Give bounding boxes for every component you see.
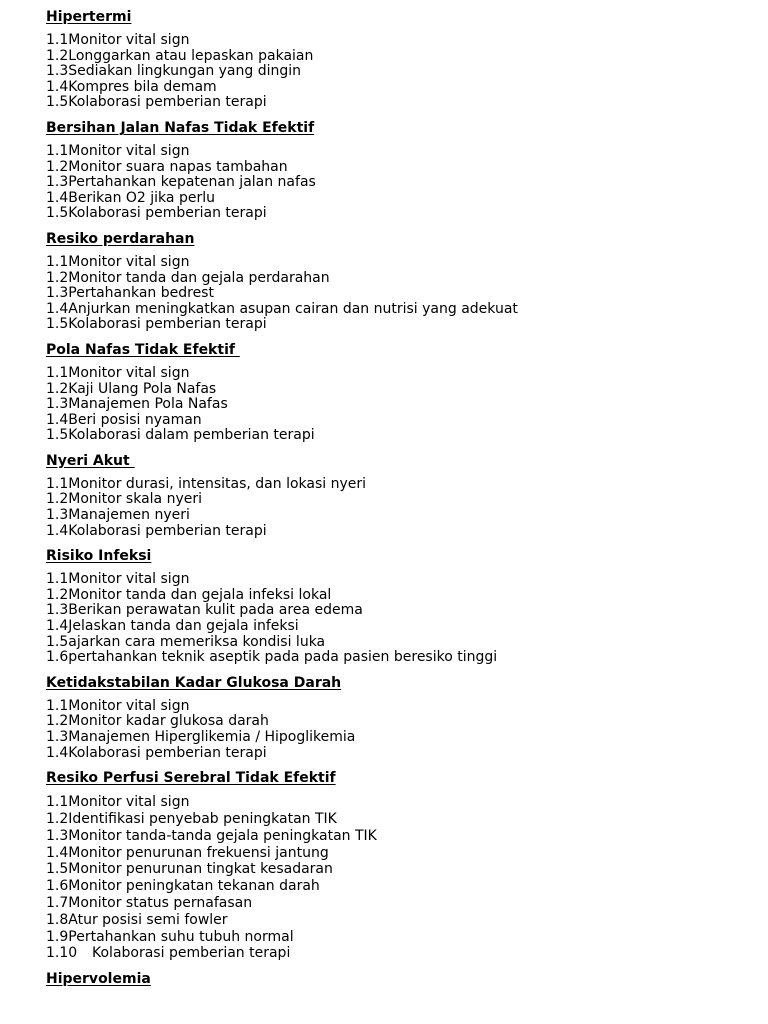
list-item (46, 746, 768, 762)
item-number: 1.2 (46, 269, 69, 286)
section-risiko-infeksi (46, 545, 768, 666)
list-item (46, 895, 768, 912)
intervention-list (46, 572, 768, 666)
intervention-list (46, 33, 768, 111)
item-text: Berikan perawatan kulit pada area edema (68, 602, 363, 619)
item-text: Monitor vital sign (68, 364, 190, 381)
list-item (46, 49, 768, 65)
list-item (46, 524, 768, 540)
item-number: 1.2 (46, 810, 69, 827)
list-item (46, 861, 768, 878)
section-nyeri-akut (46, 450, 768, 539)
item-text: Manajemen Hiperglikemia / Hipoglikemia (68, 729, 356, 745)
item-number: 1.3 (46, 507, 69, 524)
list-item (46, 730, 768, 746)
section-title: Resiko Perfusi Serebral Tidak Efektif (46, 770, 336, 787)
item-text: Monitor vital sign (68, 253, 190, 270)
section-hipertermi (46, 6, 768, 111)
list-item (46, 80, 768, 96)
item-text: pertahankan teknik aseptik pada pada pasien beresiko tinggi (68, 649, 498, 666)
item-number: 1.1 (46, 364, 69, 381)
section-title: Nyeri Akut (46, 452, 135, 469)
item-number: 1.5 (46, 94, 69, 111)
item-number: 1.9 (46, 928, 69, 945)
item-number: 1.8 (46, 911, 69, 928)
section-title: Hipertermi (46, 9, 132, 25)
item-number: 1.2 (46, 380, 69, 397)
item-number: 1.4 (46, 844, 69, 861)
item-text: Kompres bila demam (68, 78, 217, 95)
list-item (46, 714, 768, 730)
item-number: 1.2 (46, 586, 69, 603)
section-bersihan-jalan-nafas (46, 117, 768, 222)
item-text: Monitor status pernafasan (68, 894, 253, 911)
list-item (46, 603, 768, 619)
item-text: Pertahankan kepatenan jalan nafas (68, 174, 316, 191)
item-text: Monitor tanda-tanda gejala peningkatan TIK (68, 827, 377, 844)
item-text: Monitor kadar glukosa darah (68, 713, 269, 730)
item-number: 1.4 (46, 618, 69, 635)
item-number: 1.5 (46, 427, 69, 444)
section-hipervolemia (46, 968, 768, 995)
item-number: 1.1 (46, 697, 69, 714)
list-item (46, 302, 768, 318)
item-number: 1.1 (46, 794, 69, 811)
list-item (46, 508, 768, 524)
item-number: 1.1 (46, 571, 69, 588)
list-item (46, 477, 768, 493)
section-title: Bersihan Jalan Nafas Tidak Efektif (46, 119, 315, 136)
item-text: Pertahankan bedrest (68, 285, 214, 302)
item-text: Kolaborasi pemberian terapi (68, 744, 267, 761)
item-number: 1.10 (46, 945, 78, 962)
list-item (46, 492, 768, 508)
section-title: Pola Nafas Tidak Efektif (46, 341, 240, 358)
item-text: Longgarkan atau lepaskan pakaian (68, 47, 314, 64)
list-item (46, 794, 768, 811)
item-number: 1.3 (46, 729, 69, 745)
list-item (46, 929, 768, 946)
list-item (46, 650, 768, 666)
item-number: 1.4 (46, 522, 69, 539)
list-item (46, 271, 768, 287)
item-text: ajarkan cara memeriksa kondisi luka (68, 633, 326, 650)
item-number: 1.3 (46, 396, 69, 413)
section-resiko-perdarahan (46, 228, 768, 333)
list-item (46, 286, 768, 302)
item-text: Monitor penurunan frekuensi jantung (68, 844, 329, 861)
item-number: 1.4 (46, 300, 69, 317)
list-item (46, 878, 768, 895)
section-title: Resiko perdarahan (46, 230, 195, 247)
list-item (46, 366, 768, 382)
list-item (46, 397, 768, 413)
item-text: Kolaborasi pemberian terapi (68, 316, 267, 333)
item-text: Anjurkan meningkatkan asupan cairan dan nutrisi yang adekuat (68, 300, 518, 317)
intervention-list (46, 255, 768, 333)
item-text: Monitor durasi, intensitas, dan lokasi nyeri (68, 475, 367, 492)
item-number: 1.3 (46, 285, 69, 302)
item-text: Manajemen Pola Nafas (68, 396, 228, 413)
item-text: Berikan O2 jika perlu (68, 189, 215, 206)
item-text: Pertahankan suhu tubuh normal (68, 928, 294, 945)
list-item (46, 382, 768, 398)
list-item (46, 828, 768, 845)
list-item (46, 95, 768, 111)
item-text: Monitor tanda dan gejala perdarahan (68, 269, 330, 286)
list-item (46, 845, 768, 862)
list-item (46, 619, 768, 635)
item-number: 1.2 (46, 491, 69, 508)
item-number: 1.4 (46, 78, 69, 95)
item-number: 1.2 (46, 158, 69, 175)
intervention-list (46, 794, 768, 962)
list-item (46, 945, 768, 962)
item-text: Monitor penurunan tingkat kesadaran (68, 861, 333, 878)
item-number: 1.3 (46, 63, 69, 80)
item-number: 1.1 (46, 475, 69, 492)
item-number: 1.2 (46, 47, 69, 64)
item-number: 1.2 (46, 713, 69, 730)
item-text: Monitor skala nyeri (68, 491, 203, 508)
item-text: Kolaborasi dalam pemberian terapi (68, 427, 315, 444)
section-perfusi-serebral (46, 767, 768, 962)
list-item (46, 572, 768, 588)
item-text: Monitor vital sign (68, 697, 190, 714)
list-item (46, 175, 768, 191)
item-text: Kolaborasi pemberian terapi (92, 945, 291, 962)
item-number: 1.1 (46, 32, 69, 48)
item-text: Monitor suara napas tambahan (68, 158, 288, 175)
list-item (46, 64, 768, 80)
item-number: 1.3 (46, 827, 69, 844)
list-item (46, 33, 768, 49)
item-number: 1.5 (46, 316, 69, 333)
item-number: 1.3 (46, 602, 69, 619)
item-number: 1.3 (46, 174, 69, 191)
item-number: 1.5 (46, 205, 69, 222)
item-number: 1.1 (46, 142, 69, 159)
item-text: Identifikasi penyebab peningkatan TIK (68, 810, 337, 827)
intervention-list (46, 144, 768, 222)
list-item (46, 699, 768, 715)
list-item (46, 635, 768, 651)
list-item (46, 317, 768, 333)
list-item (46, 144, 768, 160)
item-text: Atur posisi semi fowler (68, 911, 228, 928)
item-number: 1.6 (46, 878, 69, 895)
item-number: 1.4 (46, 744, 69, 761)
item-number: 1.4 (46, 189, 69, 206)
list-item (46, 413, 768, 429)
intervention-list (46, 477, 768, 539)
list-item (46, 912, 768, 929)
section-title: Risiko Infeksi (46, 548, 152, 565)
item-number: 1.7 (46, 894, 69, 911)
list-item (46, 191, 768, 207)
item-text: Monitor vital sign (68, 32, 190, 48)
item-text: Monitor tanda dan gejala infeksi lokal (68, 586, 332, 603)
item-text: Kolaborasi pemberian terapi (68, 94, 267, 111)
list-item (46, 160, 768, 176)
item-text: Kolaborasi pemberian terapi (68, 205, 267, 222)
item-number: 1.4 (46, 411, 69, 428)
section-title: Hipervolemia (46, 971, 151, 988)
item-number: 1.6 (46, 649, 69, 666)
item-number: 1.5 (46, 633, 69, 650)
section-title: Ketidakstabilan Kadar Glukosa Darah (46, 674, 342, 691)
intervention-list (46, 366, 768, 444)
item-number: 1.5 (46, 861, 69, 878)
list-item (46, 428, 768, 444)
list-item (46, 811, 768, 828)
item-text: Kolaborasi pemberian terapi (68, 522, 267, 539)
item-text: Jelaskan tanda dan gejala infeksi (68, 618, 299, 635)
intervention-list (46, 699, 768, 761)
item-text: Kaji Ulang Pola Nafas (68, 380, 217, 397)
item-number: 1.1 (46, 253, 69, 270)
list-item (46, 255, 768, 271)
list-item (46, 588, 768, 604)
item-text: Monitor peningkatan tekanan darah (68, 878, 320, 895)
list-item (46, 206, 768, 222)
section-glukosa-darah (46, 672, 768, 761)
item-text: Manajemen nyeri (68, 507, 190, 524)
item-text: Monitor vital sign (68, 794, 190, 811)
item-text: Beri posisi nyaman (68, 411, 202, 428)
item-text: Monitor vital sign (68, 142, 190, 159)
section-pola-nafas (46, 339, 768, 444)
item-text: Monitor vital sign (68, 571, 190, 588)
item-text: Sediakan lingkungan yang dingin (68, 63, 302, 80)
